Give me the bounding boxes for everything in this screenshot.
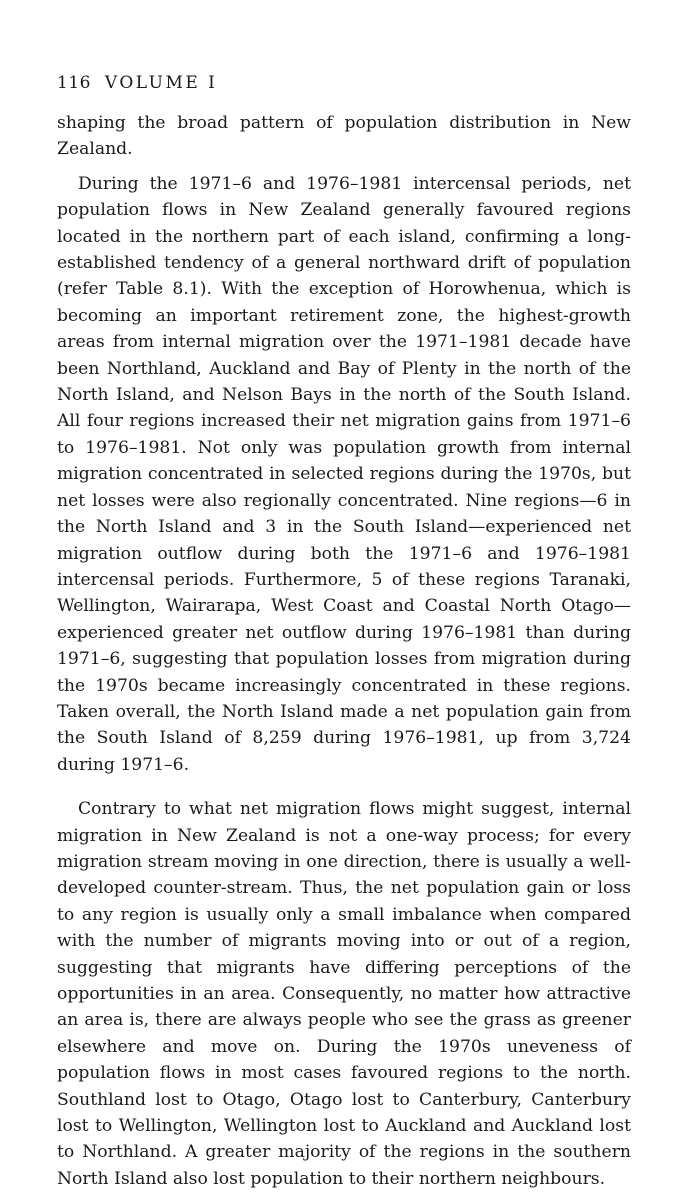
volume-label: VOLUME I xyxy=(104,73,218,93)
running-head xyxy=(57,70,631,96)
paragraph-net-flows: During the 1971–6 and 1976–1981 intercensal periods, net population flows in New Zealand generally favoured regions located in the northern part of each island, confirming a long-established tendency of a general northward drift of population (refer Table 8.1). With the exception of Horowhenua, which is becoming an important retirement zone, the highest-growth areas from internal migration over the 1971–1981 decade have been Northland, Auckland and Bay of Plenty in the north of the North Island, and Nelson Bays in the north of the South Island. All four regions increased their net migration gains from 1971–6 to 1976–1981. Not only was population growth from internal migration concentrated in selected regions during the 1970s, but net losses were also regionally concentrated. Nine regions—6 in the North Island and 3 in the South Island—experienced net migration outflow during both the 1971–6 and 1976–1981 intercensal periods. Furthermore, 5 of these regions Taranaki, Wellington, Wairarapa, West Coast and Coastal North Otago—experienced greater net outflow during 1976–1981 than during 1971–6, suggesting that population losses from migration during the 1970s became increasingly concentrated in these regions. Taken overall, the North Island made a net population gain from the South Island of 8,259 during 1976–1981, up from 3,724 during 1971–6. xyxy=(57,173,631,775)
paragraph-counter-stream: Contrary to what net migration flows might suggest, internal migration in New Zealand is not a one-way process; for every migration stream moving in one direction, there is usually a well-developed counter-stream. Thus, the net population gain or loss to any region is usually only a small imbalance when compared with the number of migrants moving into or out of a region, suggesting that migrants have differing perceptions of the opportunities in an area. Consequently, no matter how attractive an area is, there are always people who see the grass as greener elsewhere and move on. During the 1970s uneveness of population flows in most cases favoured regions to the north. Southland lost to Otago, Otago lost to Canterbury, Canterbury lost to Wellington, Wellington lost to Auckland and Auckland lost to Northland. A greater majority of the regions in the southern North Island also lost population to their northern neighbours. xyxy=(57,799,631,1189)
book-page xyxy=(57,70,631,1192)
page-number: 116 xyxy=(57,73,91,93)
paragraph-continued: shaping the broad pattern of population distribution in New Zealand. xyxy=(57,113,631,160)
